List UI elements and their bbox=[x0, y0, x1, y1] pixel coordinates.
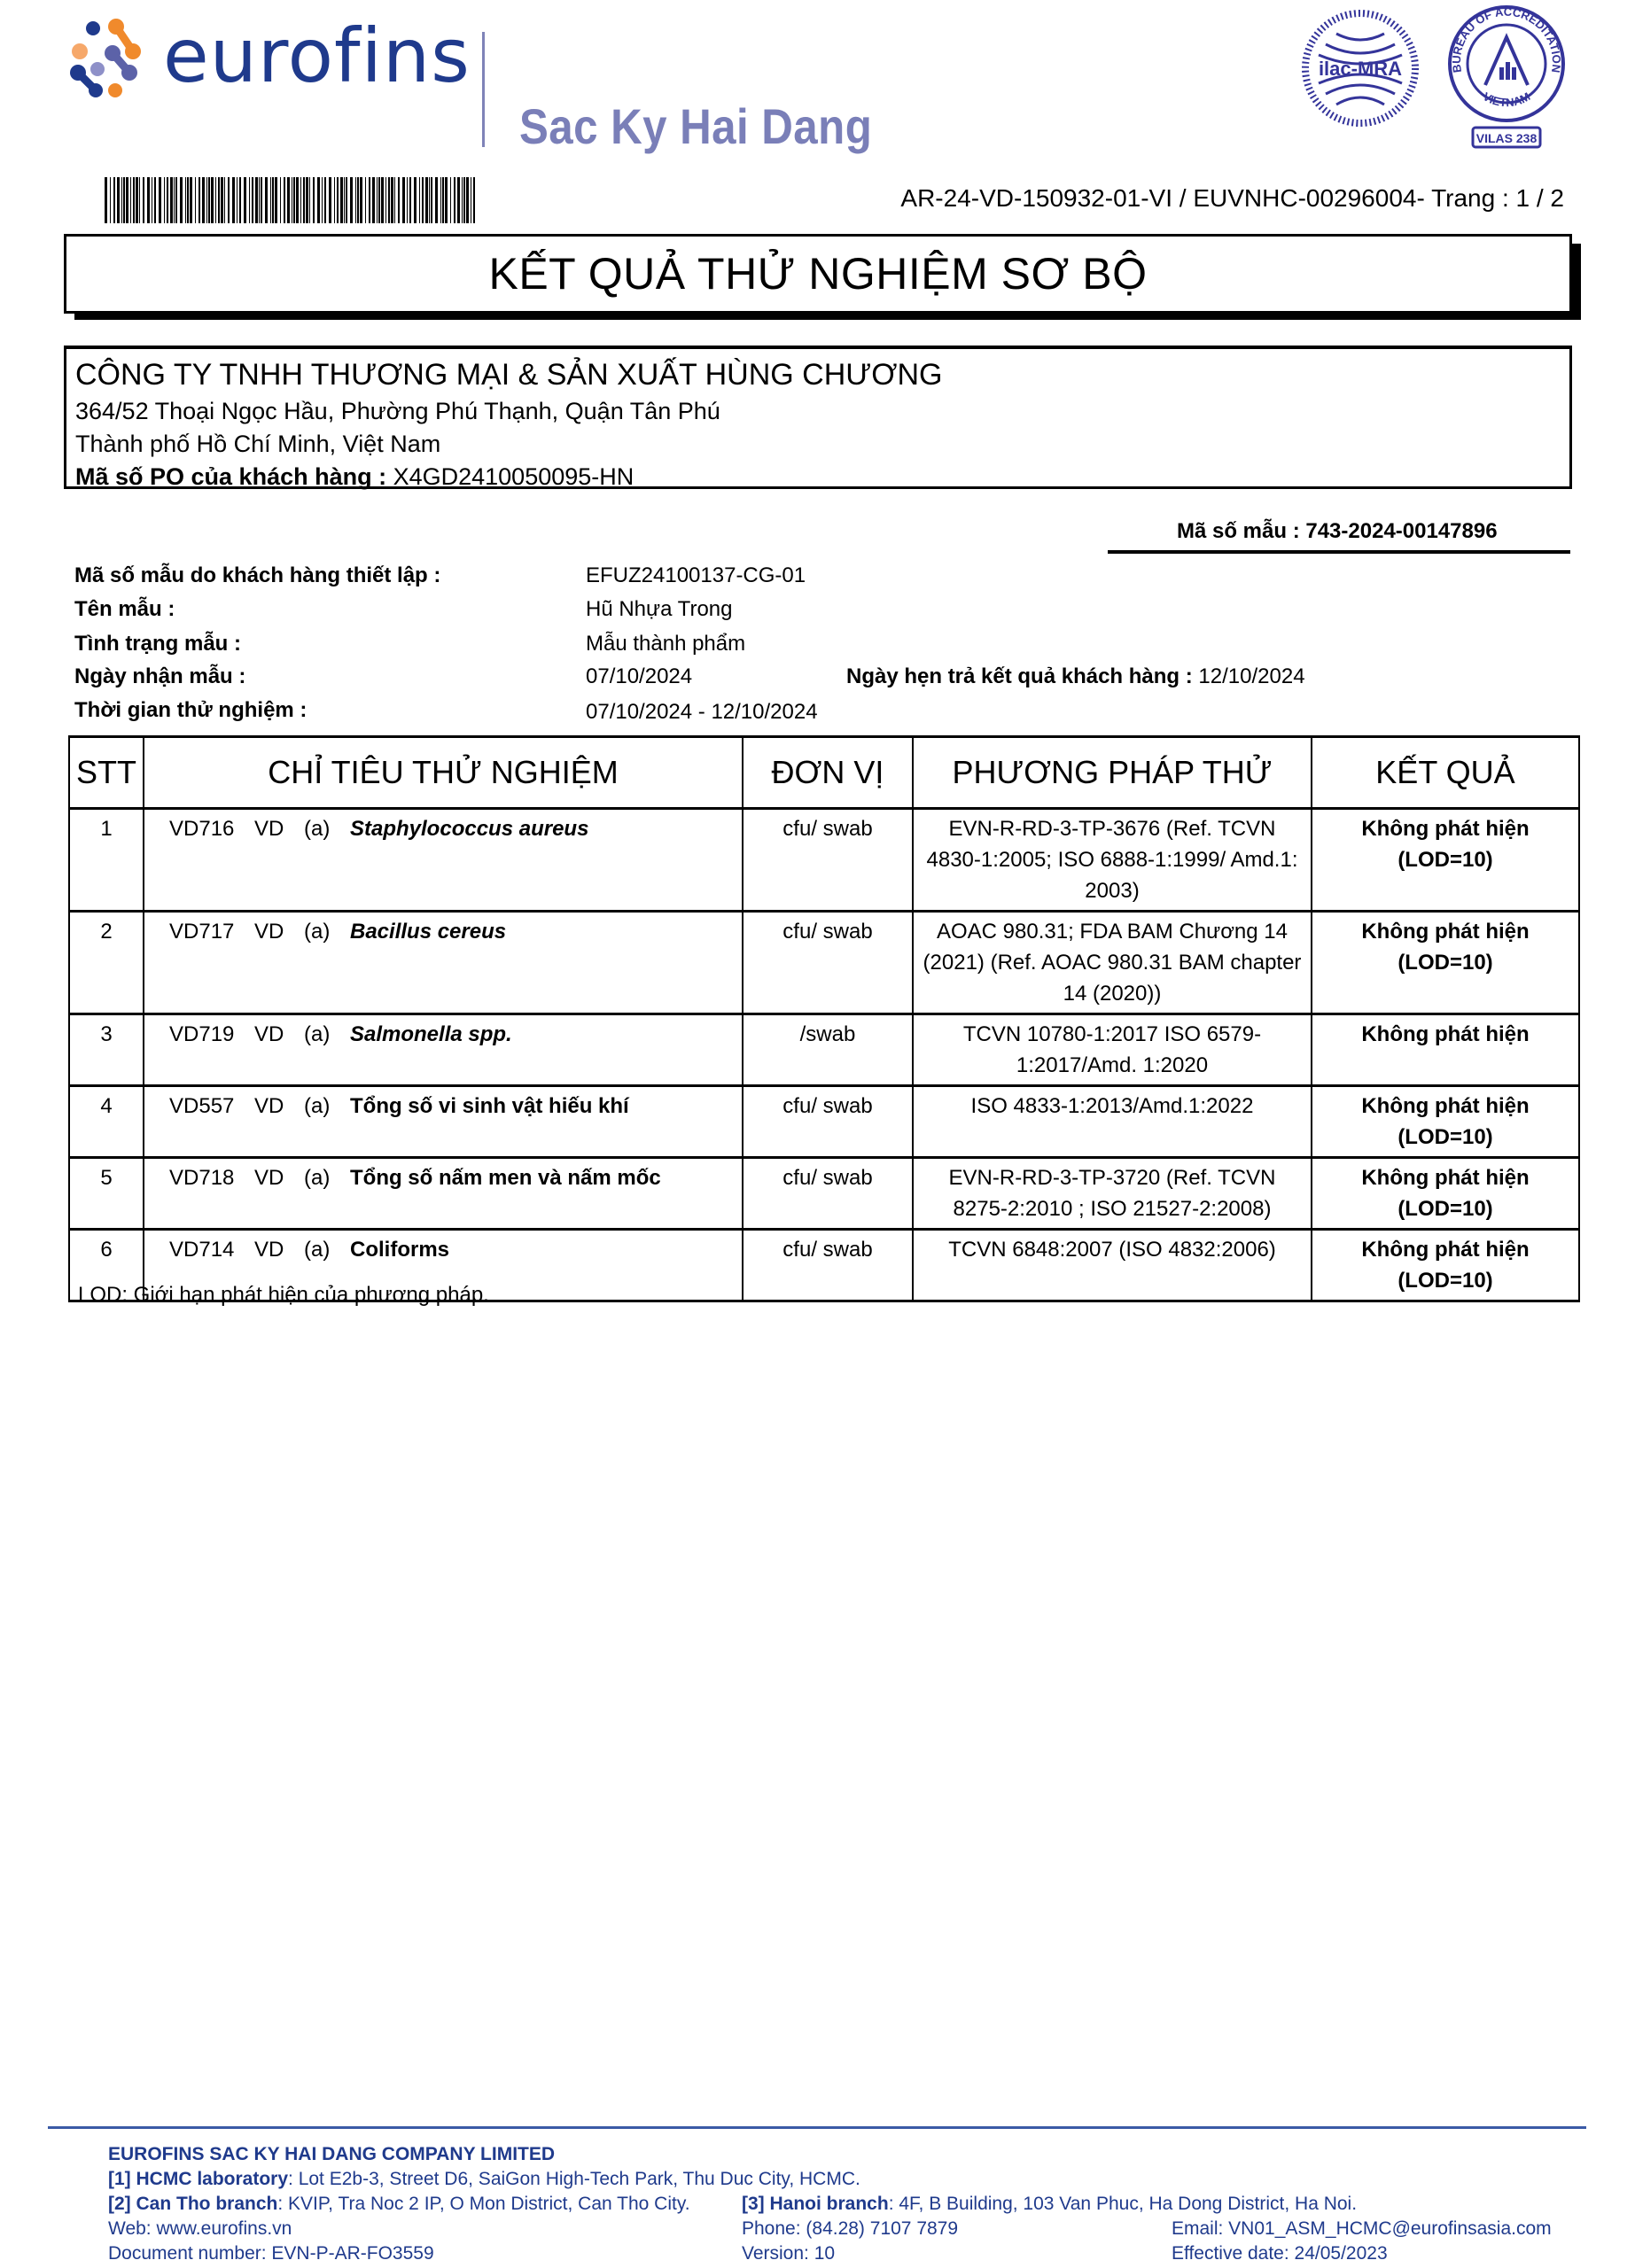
result-value: Không phát hiện bbox=[1361, 817, 1530, 841]
barcode-bar bbox=[309, 177, 310, 223]
brand-name: eurofins bbox=[163, 12, 471, 99]
barcode-bar bbox=[170, 177, 173, 223]
barcode-bar bbox=[457, 177, 460, 223]
cell-result bbox=[1312, 1230, 1579, 1301]
barcode-bar bbox=[244, 177, 246, 223]
barcode-bar bbox=[425, 177, 428, 223]
barcode-bar bbox=[440, 177, 441, 223]
barcode-bar bbox=[346, 177, 347, 223]
param-name: Tổng số nấm men và nấm mốc bbox=[350, 1166, 661, 1190]
footer-doc-number: Document number: EVN-P-AR-FO3559 bbox=[108, 2243, 434, 2264]
barcode-bar bbox=[296, 177, 299, 223]
ilac-mra-seal-icon bbox=[1301, 9, 1420, 128]
cell-parameter bbox=[144, 809, 743, 912]
barcode-bar bbox=[249, 177, 250, 223]
cell-method: EVN-R-RD-3-TP-3676 (Ref. TCVN 4830-1:2005; ISO 6888-1:1999/ Amd.1: 2003) bbox=[913, 809, 1312, 912]
barcode-bar bbox=[185, 177, 186, 223]
param-accreditation: (a) bbox=[304, 1238, 331, 1262]
barcode-bar bbox=[190, 177, 192, 223]
barcode-bar bbox=[407, 177, 408, 223]
result-lod: (LOD=10) bbox=[1398, 848, 1493, 872]
barcode-bar bbox=[293, 177, 295, 223]
param-name: Bacillus cereus bbox=[350, 920, 507, 944]
barcode-bar bbox=[159, 177, 161, 223]
info-value-sample-name: Hũ Nhựa Trong bbox=[586, 597, 733, 621]
barcode-bar bbox=[136, 177, 138, 223]
barcode-icon bbox=[105, 177, 475, 223]
boa-bottom-text: VIETNAM bbox=[1480, 89, 1533, 110]
barcode-bar bbox=[195, 177, 196, 223]
brand-divider bbox=[482, 32, 485, 147]
barcode-bar bbox=[224, 177, 225, 223]
eurofins-logo-icon bbox=[69, 16, 151, 97]
result-value: Không phát hiện bbox=[1361, 920, 1530, 944]
customer-name: CÔNG TY TNHH THƯƠNG MẠI & SẢN XUẤT HÙNG CHƯƠNG bbox=[75, 358, 943, 392]
barcode-bar bbox=[180, 177, 183, 223]
info-label-test-period: Thời gian thử nghiệm : bbox=[74, 698, 308, 722]
param-lab: VD bbox=[254, 920, 284, 944]
footer-web[interactable]: Web: www.eurofins.vn bbox=[108, 2218, 292, 2239]
po-label: Mã số PO của khách hàng : bbox=[75, 463, 387, 490]
barcode-bar bbox=[275, 177, 277, 223]
report-reference: AR-24-VD-150932-01-VI / EUVNHC-00296004- Trang : 1 / 2 bbox=[900, 184, 1564, 212]
param-name: Coliforms bbox=[350, 1238, 450, 1262]
param-name: Tổng số vi sinh vật hiếu khí bbox=[350, 1094, 629, 1118]
barcode-bar bbox=[133, 177, 135, 223]
barcode-bar bbox=[377, 177, 378, 223]
cell-unit: cfu/ swab bbox=[743, 1230, 913, 1301]
barcode-bar bbox=[105, 177, 107, 223]
barcode-bar bbox=[255, 177, 258, 223]
barcode-bar bbox=[360, 177, 362, 223]
cell-result bbox=[1312, 1158, 1579, 1230]
param-lab: VD bbox=[254, 1238, 284, 1262]
po-value: X4GD2410050095-HN bbox=[386, 463, 635, 490]
param-accreditation: (a) bbox=[304, 1022, 331, 1046]
param-code: VD716 bbox=[169, 817, 235, 841]
barcode-bar bbox=[272, 177, 274, 223]
result-value: Không phát hiện bbox=[1361, 1238, 1530, 1262]
param-code: VD718 bbox=[169, 1166, 235, 1190]
barcode-bar bbox=[466, 177, 469, 223]
barcode-bar bbox=[147, 177, 150, 223]
barcode-bar bbox=[202, 177, 205, 223]
cell-method: TCVN 6848:2007 (ISO 4832:2006) bbox=[913, 1230, 1312, 1301]
result-value: Không phát hiện bbox=[1361, 1022, 1530, 1046]
customer-box bbox=[64, 346, 1572, 489]
lod-note: LOD: Giới hạn phát hiện của phương pháp. bbox=[78, 1283, 489, 1307]
header-parameter: CHỈ TIÊU THỬ NGHIỆM bbox=[144, 737, 743, 809]
barcode-bar bbox=[259, 177, 260, 223]
barcode-bar bbox=[372, 177, 375, 223]
barcode-bar bbox=[300, 177, 301, 223]
barcode-bar bbox=[270, 177, 271, 223]
param-lab: VD bbox=[254, 1022, 284, 1046]
results-table bbox=[68, 735, 1580, 1302]
page-title: KẾT QUẢ THỬ NGHIỆM SƠ BỘ bbox=[488, 249, 1148, 299]
barcode-bar bbox=[113, 177, 115, 223]
param-accreditation: (a) bbox=[304, 817, 331, 841]
customer-po bbox=[75, 461, 1561, 493]
barcode-bar bbox=[313, 177, 315, 223]
barcode-bar bbox=[252, 177, 253, 223]
result-lod: (LOD=10) bbox=[1398, 951, 1493, 975]
result-value: Không phát hiện bbox=[1361, 1166, 1530, 1190]
barcode-bar bbox=[174, 177, 175, 223]
barcode-bar bbox=[329, 177, 331, 223]
info-label-received-date: Ngày nhận mẫu : bbox=[74, 664, 246, 688]
cell-stt: 3 bbox=[69, 1014, 144, 1086]
barcode-bar bbox=[280, 177, 281, 223]
barcode-bar bbox=[435, 177, 438, 223]
param-lab: VD bbox=[254, 1166, 284, 1190]
result-lod: (LOD=10) bbox=[1398, 1269, 1493, 1293]
footer-hcmc-label: [1] HCMC laboratory bbox=[108, 2169, 289, 2189]
cell-stt: 1 bbox=[69, 809, 144, 912]
barcode-bar bbox=[442, 177, 444, 223]
param-lab: VD bbox=[254, 1094, 284, 1118]
barcode-bar bbox=[123, 177, 125, 223]
barcode-bar bbox=[154, 177, 156, 223]
sample-code: Mã số mẫu : 743-2024-00147896 bbox=[1177, 519, 1498, 543]
barcode-bar bbox=[167, 177, 168, 223]
barcode-bar bbox=[139, 177, 140, 223]
accreditation-seal-icon bbox=[1441, 4, 1572, 151]
barcode-bar bbox=[402, 177, 405, 223]
param-accreditation: (a) bbox=[304, 1094, 331, 1118]
param-name: Salmonella spp. bbox=[350, 1022, 512, 1046]
barcode-bar bbox=[126, 177, 128, 223]
cell-method: ISO 4833-1:2013/Amd.1:2022 bbox=[913, 1086, 1312, 1158]
cell-stt: 2 bbox=[69, 912, 144, 1014]
barcode-bar bbox=[450, 177, 451, 223]
ilac-text: ilac-MRA bbox=[1318, 58, 1403, 80]
barcode-bar bbox=[206, 177, 207, 223]
barcode-bar bbox=[143, 177, 144, 223]
barcode-bar bbox=[398, 177, 400, 223]
param-code: VD557 bbox=[169, 1094, 235, 1118]
cell-parameter bbox=[144, 1158, 743, 1230]
barcode-bar bbox=[385, 177, 386, 223]
barcode-bar bbox=[454, 177, 455, 223]
param-accreditation: (a) bbox=[304, 1166, 331, 1190]
due-date-value: 12/10/2024 bbox=[1192, 664, 1305, 688]
brand-subtitle: Sac Ky Hai Dang bbox=[519, 98, 873, 154]
barcode-bar bbox=[381, 177, 384, 223]
footer-version: Version: 10 bbox=[742, 2243, 836, 2264]
header-method: PHƯƠNG PHÁP THỬ bbox=[913, 737, 1312, 809]
barcode-bar bbox=[409, 177, 411, 223]
barcode-bar bbox=[306, 177, 308, 223]
barcode-bar bbox=[164, 177, 165, 223]
customer-address-line1: 364/52 Thoại Ngọc Hầu, Phường Phú Thạnh, Quận Tân Phú bbox=[75, 398, 720, 424]
info-label-sample-condition: Tình trạng mẫu : bbox=[74, 632, 241, 656]
cell-stt: 5 bbox=[69, 1158, 144, 1230]
footer-hcmc bbox=[108, 2167, 860, 2192]
footer-effective-date: Effective date: 24/05/2023 bbox=[1172, 2243, 1388, 2264]
cell-result bbox=[1312, 1014, 1579, 1086]
footer-cantho bbox=[108, 2192, 690, 2217]
barcode-bar bbox=[391, 177, 393, 223]
cell-stt: 6 bbox=[69, 1230, 144, 1301]
cell-unit: /swab bbox=[743, 1014, 913, 1086]
sample-code-underline bbox=[1108, 550, 1570, 554]
barcode-bar bbox=[334, 177, 335, 223]
barcode-bar bbox=[340, 177, 343, 223]
barcode-bar bbox=[422, 177, 424, 223]
info-label-sample-name: Tên mẫu : bbox=[74, 597, 175, 621]
footer-company bbox=[108, 2142, 555, 2167]
cell-stt: 4 bbox=[69, 1086, 144, 1158]
barcode-bar bbox=[431, 177, 432, 223]
barcode-bar bbox=[337, 177, 339, 223]
cell-parameter bbox=[144, 1014, 743, 1086]
barcode-bar bbox=[199, 177, 200, 223]
cell-parameter bbox=[144, 912, 743, 1014]
vilas-text: VILAS 238 bbox=[1475, 131, 1538, 145]
info-label-customer-sample-id: Mã số mẫu do khách hàng thiết lập : bbox=[74, 563, 441, 587]
barcode-bar bbox=[355, 177, 356, 223]
footer-hanoi-address: : 4F, B Building, 103 Van Phuc, Ha Dong District, Ha Noi. bbox=[888, 2194, 1358, 2214]
footer-email[interactable]: Email: VN01_ASM_HCMC@eurofinsasia.com bbox=[1172, 2218, 1552, 2239]
cell-unit: cfu/ swab bbox=[743, 912, 913, 1014]
result-lod: (LOD=10) bbox=[1398, 1125, 1493, 1149]
header-unit: ĐƠN VỊ bbox=[743, 737, 913, 809]
barcode-bar bbox=[429, 177, 430, 223]
barcode-bar bbox=[228, 177, 230, 223]
barcode-bar bbox=[261, 177, 262, 223]
barcode-bar bbox=[357, 177, 359, 223]
footer-divider bbox=[48, 2126, 1586, 2129]
barcode-bar bbox=[344, 177, 345, 223]
footer-hanoi-label: [3] Hanoi branch bbox=[742, 2194, 889, 2214]
barcode-bar bbox=[215, 177, 216, 223]
barcode-bar bbox=[265, 177, 268, 223]
barcode-bar bbox=[317, 177, 320, 223]
cell-method: EVN-R-RD-3-TP-3720 (Ref. TCVN 8275-2:2010 ; ISO 21527-2:2008) bbox=[913, 1158, 1312, 1230]
barcode-bar bbox=[419, 177, 420, 223]
barcode-bar bbox=[130, 177, 131, 223]
title-box bbox=[64, 234, 1572, 314]
barcode-bar bbox=[117, 177, 120, 223]
param-accreditation: (a) bbox=[304, 920, 331, 944]
footer-company-name: EUROFINS SAC KY HAI DANG COMPANY LIMITED bbox=[108, 2144, 556, 2164]
barcode-bar bbox=[394, 177, 395, 223]
header-result: KẾT QUẢ bbox=[1312, 737, 1579, 809]
barcode-bar bbox=[388, 177, 390, 223]
barcode-bar bbox=[211, 177, 214, 223]
due-date-label: Ngày hẹn trả kết quả khách hàng : bbox=[846, 664, 1193, 688]
barcode-bar bbox=[350, 177, 353, 223]
barcode-bar bbox=[218, 177, 220, 223]
param-code: VD719 bbox=[169, 1022, 235, 1046]
cell-result bbox=[1312, 912, 1579, 1014]
barcode-bar bbox=[175, 177, 177, 223]
barcode-bar bbox=[121, 177, 122, 223]
table-row bbox=[69, 809, 1579, 912]
barcode-bar bbox=[324, 177, 326, 223]
info-value-received-date: 07/10/2024 bbox=[586, 664, 693, 688]
barcode-bar bbox=[110, 177, 111, 223]
barcode-bar bbox=[287, 177, 290, 223]
table-header-row bbox=[69, 737, 1579, 809]
cell-method: AOAC 980.31; FDA BAM Chương 14 (2021) (Ref. AOAC 980.31 BAM chapter 14 (2020)) bbox=[913, 912, 1312, 1014]
barcode-bar bbox=[303, 177, 305, 223]
info-value-sample-condition: Mẫu thành phẩm bbox=[586, 632, 746, 656]
barcode-bar bbox=[284, 177, 285, 223]
result-lod: (LOD=10) bbox=[1398, 1197, 1493, 1221]
result-value: Không phát hiện bbox=[1361, 1094, 1530, 1118]
barcode-bar bbox=[473, 177, 475, 223]
cell-unit: cfu/ swab bbox=[743, 1158, 913, 1230]
due-date bbox=[846, 664, 1305, 689]
cell-result bbox=[1312, 809, 1579, 912]
barcode-bar bbox=[378, 177, 380, 223]
table-row bbox=[69, 912, 1579, 1014]
barcode-bar bbox=[232, 177, 235, 223]
barcode-bar bbox=[322, 177, 323, 223]
cell-parameter bbox=[144, 1086, 743, 1158]
footer-hanoi bbox=[742, 2192, 1357, 2217]
param-code: VD717 bbox=[169, 920, 235, 944]
param-code: VD714 bbox=[169, 1238, 235, 1262]
barcode-bar bbox=[239, 177, 241, 223]
customer-address-line2: Thành phố Hồ Chí Minh, Việt Nam bbox=[75, 431, 441, 457]
barcode-bar bbox=[369, 177, 370, 223]
cell-result bbox=[1312, 1086, 1579, 1158]
barcode-bar bbox=[462, 177, 463, 223]
table-row bbox=[69, 1014, 1579, 1086]
barcode-bar bbox=[208, 177, 210, 223]
cell-unit: cfu/ swab bbox=[743, 1086, 913, 1158]
param-lab: VD bbox=[254, 817, 284, 841]
svg-text:VIETNAM bbox=[1481, 89, 1532, 109]
header-stt: STT bbox=[69, 737, 144, 809]
barcode-bar bbox=[221, 177, 223, 223]
footer-cantho-address: : KVIP, Tra Noc 2 IP, O Mon District, Can Tho City. bbox=[277, 2194, 690, 2214]
param-name: Staphylococcus aureus bbox=[350, 817, 589, 841]
table-row bbox=[69, 1086, 1579, 1158]
barcode-bar bbox=[463, 177, 465, 223]
footer-cantho-label: [2] Can Tho branch bbox=[108, 2194, 278, 2214]
barcode-bar bbox=[187, 177, 189, 223]
info-value-customer-sample-id: EFUZ24100137-CG-01 bbox=[586, 563, 806, 587]
boa-top-text: BUREAU OF ACCREDITATION bbox=[1449, 4, 1564, 74]
footer-hcmc-address: : Lot E2b-3, Street D6, SaiGon High-Tech Park, Thu Duc City, HCMC. bbox=[288, 2169, 860, 2189]
info-value-test-period: 07/10/2024 - 12/10/2024 bbox=[586, 700, 818, 724]
barcode-bar bbox=[365, 177, 366, 223]
cell-unit: cfu/ swab bbox=[743, 809, 913, 912]
table-row bbox=[69, 1158, 1579, 1230]
cell-method: TCVN 10780-1:2017 ISO 6579-1:2017/Amd. 1:2020 bbox=[913, 1014, 1312, 1086]
barcode-bar bbox=[414, 177, 417, 223]
footer-phone: Phone: (84.28) 7107 7879 bbox=[742, 2218, 959, 2239]
barcode-bar bbox=[445, 177, 448, 223]
